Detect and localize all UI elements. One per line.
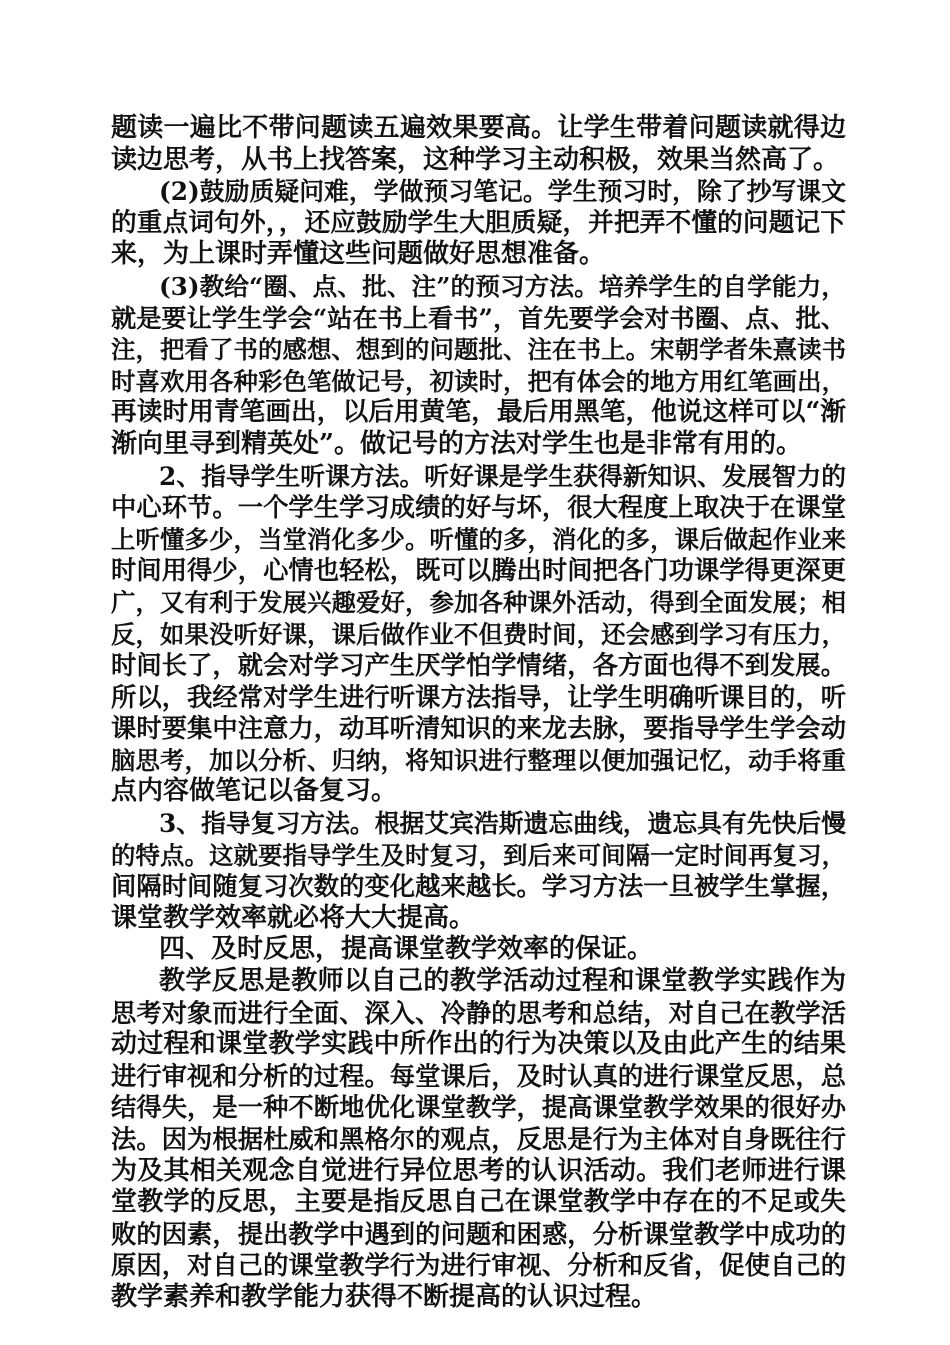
text-line: 思考对象而进行全面、深入、冷静的思考和总结，对自己在教学活 <box>111 997 846 1028</box>
text-line: 原因，对自己的课堂教学行为进行审视、分析和反省，促使自己的 <box>111 1250 846 1281</box>
text-line: 时间长了，就会对学习产生厌学怕学情绪，各方面也得不到发展。 <box>111 650 846 681</box>
text-line: 动过程和课堂教学实践中所作出的行为决策以及由此产生的结果 <box>111 1029 846 1060</box>
text-line: 结得失，是一种不断地优化课堂教学，提高课堂教学效果的很好办 <box>111 1092 846 1123</box>
text-line: 时间用得少，心情也轻松，既可以腾出时间把各门功课学得更深更 <box>111 555 846 586</box>
text-line: 教学素养和教学能力获得不断提高的认识过程。 <box>111 1281 658 1312</box>
text-line: (2)鼓励质疑问难，学做预习笔记。学生预习时，除了抄写课文 <box>159 177 846 207</box>
text-line: 教学反思是教师以自己的教学活动过程和课堂教学实践作为 <box>159 966 846 997</box>
text-line: 败的因素，提出教学中遇到的问题和困惑，分析课堂教学中成功的 <box>111 1218 846 1249</box>
text-line: 中心环节。一个学生学习成绩的好与坏，很大程度上取决于在课堂 <box>111 492 846 523</box>
text-line: 进行审视和分析的过程。每堂课后，及时认真的进行课堂反思，总 <box>111 1060 846 1091</box>
text-line: 上听懂多少，当堂消化多少。听懂的多，消化的多，课后做起作业来 <box>111 524 846 554</box>
text-line: 读边思考，从书上找答案，这种学习主动积极，效果当然高了。 <box>111 144 840 175</box>
text-line: 注，把看了书的感想、想到的问题批、注在书上。宋朝学者朱熹读书 <box>111 335 846 365</box>
text-line: 时喜欢用各种彩色笔做记号，初读时，把有体会的地方用红笔画出， <box>111 366 846 396</box>
text-line: 所以，我经常对学生进行听课方法指导，让学生明确听课目的，听 <box>111 681 846 712</box>
text-line: 为及其相关观念自觉进行异位思考的认识活动。我们老师进行课 <box>111 1155 846 1186</box>
text-line: 的重点词句外，，还应鼓励学生大胆质疑，并把弄不懂的问题记下 <box>111 207 846 238</box>
text-line: 间隔时间随复习次数的变化越来越长。学习方法一旦被学生掌握， <box>111 871 846 902</box>
text-line: 就是要让学生学会“站在书上看书”，首先要学会对书圈、点、批、 <box>111 302 846 333</box>
text-line: 来，为上课时弄懂这些问题做好思想准备。 <box>111 239 606 270</box>
text-line: 广，又有利于发展兴趣爱好，参加各种课外活动，得到全面发展；相 <box>111 587 846 617</box>
text-line: 点内容做笔记以备复习。 <box>111 776 398 807</box>
text-line: 2、指导学生听课方法。听好课是学生获得新知识、发展智力的 <box>159 461 846 491</box>
text-line: 课时要集中注意力，动耳听清知识的来龙去脉，要指导学生学会动 <box>111 713 846 744</box>
text-line: 脑思考，加以分析、归纳，将知识进行整理以便加强记忆，动手将重 <box>111 745 846 775</box>
text-line: 课堂教学效率就必将大大提高。 <box>111 902 476 933</box>
text-line: 反，如果没听好课，课后做作业不但费时间，还会感到学习有压力， <box>111 619 846 649</box>
text-line: 3、指导复习方法。根据艾宾浩斯遗忘曲线，遗忘具有先快后慢 <box>159 809 846 839</box>
text-line: 渐向里寻到精英处”。做记号的方法对学生也是非常有用的。 <box>111 428 802 459</box>
text-line: 法。因为根据杜威和黑格尔的观点，反思是行为主体对自身既往行 <box>111 1124 846 1154</box>
text-line: 题读一遍比不带问题读五遍效果要高。让学生带着问题读就得边 <box>111 113 846 143</box>
body-text <box>111 113 846 1314</box>
text-line: 再读时用青笔画出，以后用黄笔，最后用黑笔，他说这样可以“渐 <box>111 397 846 428</box>
text-line: 堂教学的反思，主要是指反思自己在课堂教学中存在的不足或失 <box>111 1187 846 1218</box>
text-line: 的特点。这就要指导学生及时复习，到后来可间隔一定时间再复习， <box>111 840 846 870</box>
text-line: (3)教给“圈、点、批、注”的预习方法。培养学生的自学能力， <box>159 271 846 301</box>
text-line: 四、及时反思，提高课堂教学效率的保证。 <box>159 934 654 965</box>
